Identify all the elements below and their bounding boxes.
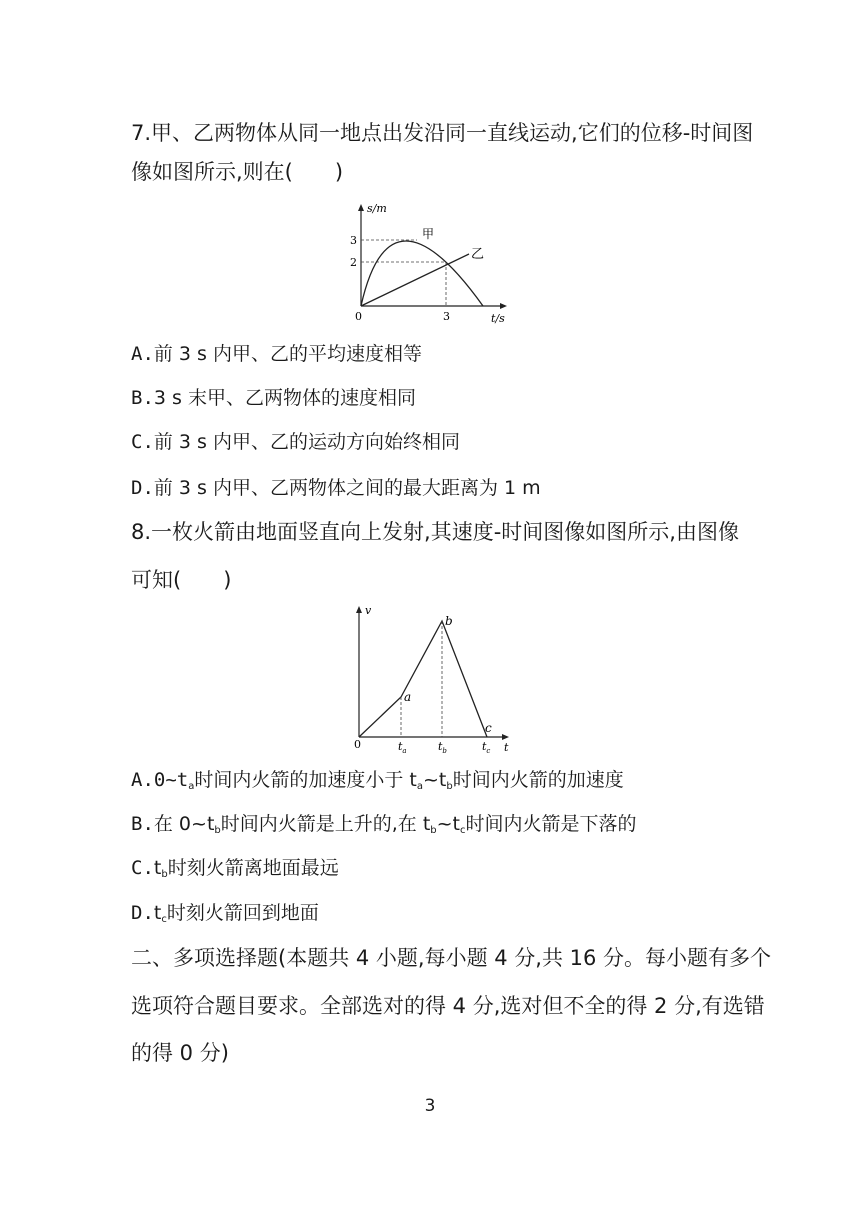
q8-option-d[interactable] [131,901,319,932]
q8-option-a-sub-2: a [416,781,423,792]
q8-y-axis-arrow [356,606,362,613]
q8-stem-line-1: 8.一枚火箭由地面竖直向上发射,其速度-时间图像如图所示,由图像 [131,520,739,544]
page-number: 3 [424,1096,436,1116]
q8-option-d-part-1: t [153,902,162,924]
q8-option-a-label: A. [131,769,154,791]
q8-option-a-sub-3: b [446,781,453,792]
section2-intro-line-1: 二、多项选择题(本题共 4 小题,每小题 4 分,共 16 分。每小题有多个 [131,946,772,970]
q7-y-axis-arrow [358,204,364,211]
q8-option-b[interactable] [131,812,637,843]
q7-option-b-text: 3 s 末甲、乙两物体的速度相同 [153,387,416,409]
q8-option-c-part-1: t [153,857,162,879]
q8-point-b: b [445,614,453,628]
q8-option-b-sub-3: c [460,825,466,836]
q7-option-d[interactable] [131,476,541,500]
q8-tick-tc: $t_c$ [482,740,491,755]
q8-stem-line-2: 可知( ) [131,568,232,592]
q7-y-tick-2: 2 [350,256,357,269]
q7-y-axis-label: s/m [367,202,387,215]
q8-option-c-part-2: 时刻火箭离地面最远 [167,857,339,879]
q8-point-a: a [404,690,412,704]
q7-curve-label-jia: 甲 [422,227,435,241]
q7-option-b[interactable] [131,386,416,410]
section2-intro-line-2: 选项符合题目要求。全部选对的得 4 分,选对但不全的得 2 分,有选错 [131,994,765,1018]
q8-option-b-part-3: ~t [436,813,461,835]
q8-tick-ta: $t_a$ [398,740,407,755]
q8-option-c[interactable] [131,856,339,887]
q7-option-d-text: 前 3 s 内甲、乙两物体之间的最大距离为 1 m [153,477,541,499]
q8-origin-label: 0 [354,738,361,751]
q7-option-c[interactable] [131,430,460,454]
q7-x-axis-label: t/s [491,312,505,325]
q8-option-b-sub-2: b [430,825,437,836]
q7-curve-jia [361,241,483,306]
q7-option-d-label: D. [131,477,154,499]
q7-graph-svg [335,198,515,328]
q8-option-d-sub-1: c [161,914,167,925]
q8-velocity-time-graph [345,600,520,760]
q8-option-a-sub-1: a [188,781,195,792]
q8-tick-tb: $t_b$ [438,740,447,755]
q8-x-axis-arrow [502,734,509,740]
section2-intro-line-3: 的得 0 分) [131,1041,229,1065]
q8-point-c: c [485,721,492,735]
q7-option-a[interactable] [131,342,422,366]
q8-option-d-label: D. [131,902,154,924]
q7-option-a-text: 前 3 s 内甲、乙的平均速度相等 [153,343,422,365]
q8-y-axis-label: v [365,604,372,617]
q8-option-b-part-4: 时间内火箭是下落的 [465,813,637,835]
q7-x-axis-arrow [500,303,507,309]
q8-option-c-label: C. [131,857,154,879]
q7-x-tick-3: 3 [443,310,450,323]
q8-option-a-part-2: 时间内火箭的加速度小于 t [194,769,417,791]
q8-option-b-label: B. [131,813,154,835]
q8-velocity-line [359,621,487,737]
q7-y-tick-3: 3 [350,234,357,247]
q7-stem-line-1: 7.甲、乙两物体从同一地点出发沿同一直线运动,它们的位移-时间图 [131,121,754,145]
q7-line-label-yi: 乙 [471,247,485,262]
q7-displacement-time-graph [335,198,515,328]
q7-origin-label: 0 [355,310,362,323]
q8-option-c-sub-1: b [161,869,168,880]
q7-option-c-label: C. [131,431,154,453]
q7-option-b-label: B. [131,387,154,409]
q8-option-a-part-1: 0~t [153,769,189,791]
q7-option-c-text: 前 3 s 内甲、乙的运动方向始终相同 [153,431,460,453]
q8-option-b-part-2: 时间内火箭是上升的,在 t [220,813,431,835]
q8-option-a-part-3: ~t [423,769,447,791]
q8-option-b-part-1: 在 0~t [153,813,215,835]
q8-option-a-part-4: 时间内火箭的加速度 [452,769,624,791]
q8-option-a[interactable] [131,768,624,799]
q7-option-a-label: A. [131,343,154,365]
q8-x-axis-label: t [504,741,509,754]
q8-option-d-part-2: 时刻火箭回到地面 [166,902,319,924]
q8-option-b-sub-1: b [214,825,221,836]
q7-stem-line-2: 像如图所示,则在( ) [131,160,344,184]
q8-graph-svg [345,600,520,760]
